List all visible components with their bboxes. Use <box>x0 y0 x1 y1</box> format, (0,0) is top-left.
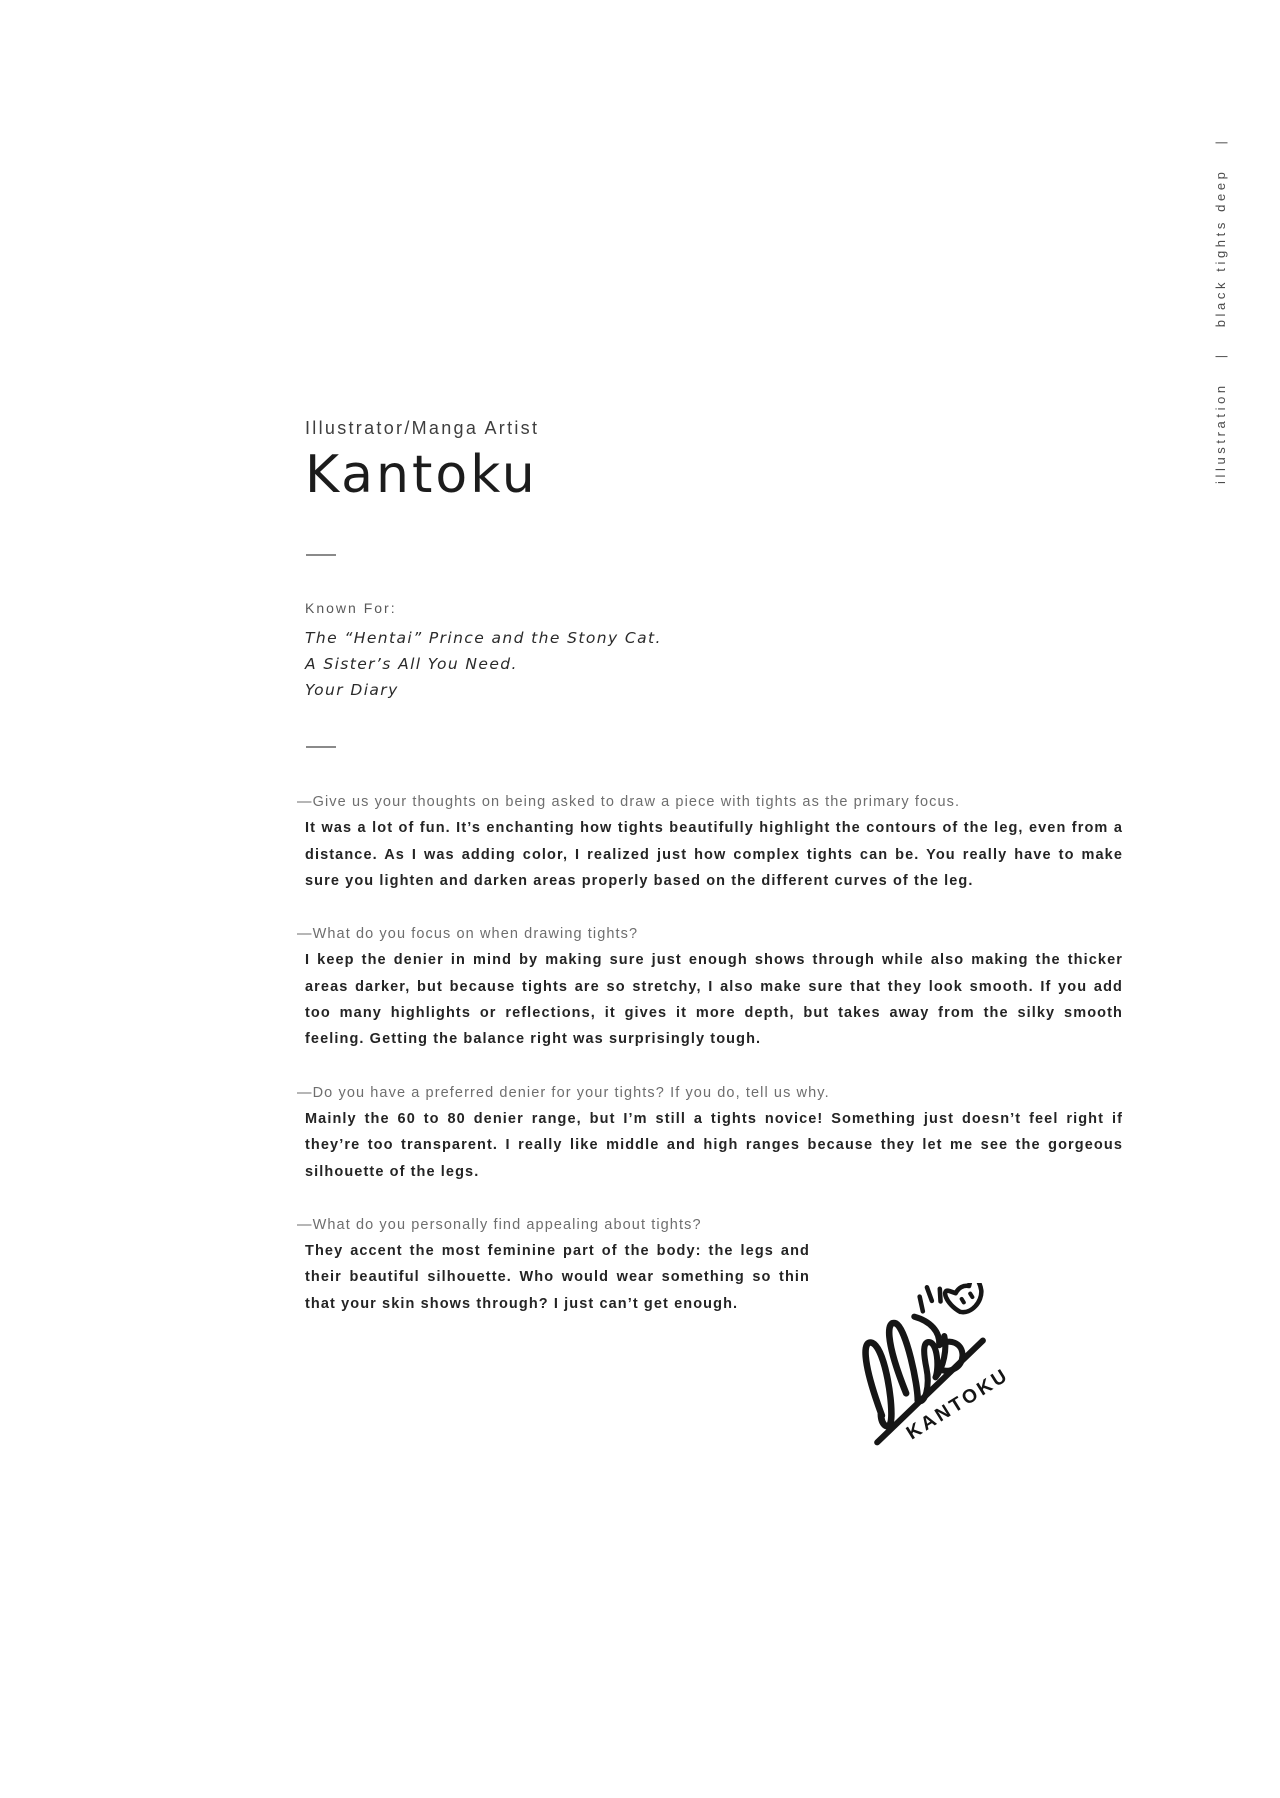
kantoku-signature <box>846 1283 1028 1465</box>
interview-question: —What do you personally find appealing about tights? <box>297 1216 702 1233</box>
qa-section <box>297 1080 1123 1185</box>
known-for-block <box>305 597 662 703</box>
signature-name-text: KANTOKU <box>903 1364 1014 1445</box>
known-for-label: Known For: <box>305 600 397 616</box>
artist-name-heading: Kantoku <box>305 445 538 505</box>
interview-question: —Do you have a preferred denier for your tights? If you do, tell us why. <box>297 1084 830 1101</box>
work-title: A Sister’s All You Need. <box>305 655 518 673</box>
interview-answer: Mainly the 60 to 80 denier range, but I’m still a tights novice! Something just doesn’t feel right if they’re too transparent. I really like middle and high ranges because they let me see the gorgeous silhouette of the legs. <box>305 1110 1123 1180</box>
artist-header <box>305 417 539 503</box>
spine-vertical-text <box>1213 114 1228 484</box>
work-title: The “Hentai” Prince and the Stony Cat. <box>305 629 662 647</box>
spine-separator-bar: | <box>1213 137 1228 145</box>
divider-rule <box>306 746 336 748</box>
spine-title-black-tights-deep: black tights deep <box>1213 168 1228 328</box>
spine-separator-bar: | <box>1213 351 1228 359</box>
spine-section-illustration: illustration <box>1213 382 1228 484</box>
interview-question: —Give us your thoughts on being asked to draw a piece with tights as the primary focus. <box>297 794 961 810</box>
artist-role-label: Illustrator/Manga Artist <box>305 418 540 438</box>
interview-answer: They accent the most feminine part of the body: the legs and their beautiful silhouette. Who would wear something so thin that your skin shows through? I just can’t get enough. <box>305 1243 810 1312</box>
qa-section <box>297 789 1123 894</box>
divider-rule <box>306 554 336 556</box>
interview-answer: It was a lot of fun. It’s enchanting how tights beautifully highlight the contours of the leg, even from a distance. As I was adding color, I realized just how complex tights can be. You really have to make sure you lighten and darken areas properly based on the different curves of the leg. <box>305 820 1123 889</box>
qa-section <box>297 921 1123 1052</box>
interview-body <box>297 789 1123 1317</box>
interview-question: —What do you focus on when drawing tights? <box>297 926 639 943</box>
interview-answer: I keep the denier in mind by making sure just enough shows through while also making the thicker areas darker, but because tights are so stretchy, I also make sure that they look smooth. If you add too many highlights or reflections, it gives it more depth, but takes away from the silky smooth feeling. Getting the balance right was surprisingly tough. <box>305 952 1123 1048</box>
work-title: Your Diary <box>305 681 399 699</box>
